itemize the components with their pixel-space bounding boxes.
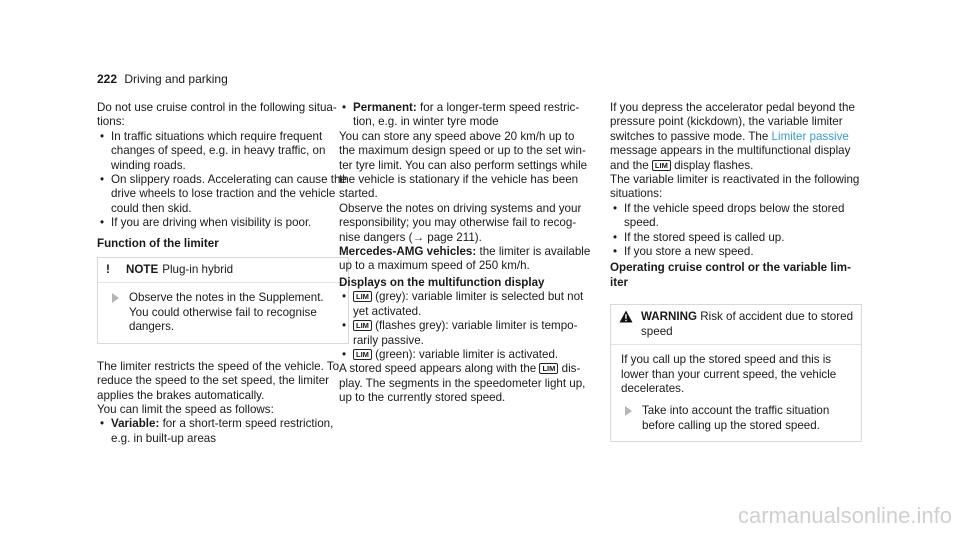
paragraph	[339, 362, 591, 405]
note-body-text: Observe the notes in the Supplement. You could otherwise fail to recognise dangers.	[129, 291, 324, 334]
list-item: • In traffic situations which require frequent changes of speed, e.g. in heavy traffic, on winding roads.	[97, 130, 349, 173]
list-item	[339, 348, 591, 362]
paragraph	[610, 101, 862, 173]
lim-icon: LIM	[353, 320, 372, 331]
text-part: If you depress the accelerator pedal beyond the pressure point (kickdown), the variable limiter switches to passive mode. The	[610, 101, 855, 143]
section-title: Driving and parking	[124, 72, 228, 86]
column-1	[97, 101, 349, 446]
item-label: Permanent:	[353, 101, 417, 114]
paragraph: The variable limiter is reactivated in the following situations:	[610, 173, 860, 201]
warning-tip-text: Take into account the traffic situation before calling up the stored speed.	[642, 404, 830, 432]
text-part: dis-play. The segments in the speedometer light up, up to the currently stored speed.	[339, 362, 586, 405]
paragraph: You can limit the speed as follows:	[97, 402, 274, 416]
lim-icon: LIM	[353, 349, 372, 360]
section-heading: Operating cruise control or the variable lim-iter	[610, 261, 851, 289]
exclamation-icon: !	[106, 263, 110, 277]
reactivate-list	[610, 202, 862, 260]
note-text: Plug-in hybrid	[162, 263, 234, 277]
list-item	[97, 417, 349, 446]
limit-list	[97, 417, 349, 446]
item-text: (flashes grey): variable limiter is tempo-rarily passive.	[353, 319, 578, 347]
item-text: for a short-term speed restriction, e.g. in built-up areas	[111, 417, 334, 445]
section-heading: Function of the limiter	[97, 236, 219, 250]
lim-icon: LIM	[539, 363, 558, 374]
list-item: • On slippery roads. Accelerating can cause the drive wheels to lose traction and the vehicle could then skid.	[97, 173, 349, 216]
warning-body-text: If you call up the stored speed and this is lower than your current speed, the vehicle decelerates.	[621, 353, 837, 395]
limit-list-cont	[339, 101, 591, 130]
lim-icon: LIM	[652, 160, 671, 171]
warning-box	[610, 304, 862, 442]
warning-header	[611, 305, 861, 345]
note-label: NOTE	[126, 263, 159, 277]
paragraph	[339, 245, 591, 274]
item-text: (green): variable limiter is activated.	[375, 347, 559, 361]
item-text: for a longer-term speed restric-tion, e.g. in winter tyre mode	[353, 101, 580, 129]
column-2	[339, 101, 591, 406]
text-part: message appears in the multifunctional display and the	[610, 144, 851, 172]
paragraph: Observe the notes on driving systems and your responsibility; you may otherwise fail to recog-nise dangers (→ page 211).	[339, 201, 582, 244]
note-box	[97, 257, 349, 344]
paragraph: The limiter restricts the speed of the vehicle. To reduce the speed to the set speed, the limiter applies the brakes automatically.	[97, 359, 340, 402]
warning-body	[611, 345, 861, 441]
text-part: display flashes.	[674, 158, 754, 172]
item-text: (grey): variable limiter is selected but not yet activated.	[353, 290, 584, 318]
text-part: A stored speed appears along with the	[339, 362, 537, 376]
page-header	[97, 72, 228, 86]
section-heading: Displays on the multifunction display	[339, 275, 545, 289]
paragraph: You can store any speed above 20 km/h up to the maximum design speed or up to the set win-ter tyre limit. You can also perform settings while the vehicle is stationary if the vehicle has been started.	[339, 129, 588, 201]
list-item	[339, 101, 591, 130]
amg-text: the limiter is available up to a maximum speed of 250 km/h.	[339, 245, 591, 273]
note-body	[98, 283, 348, 342]
note-header	[98, 258, 348, 283]
page-number: 222	[97, 72, 118, 86]
warning-text: Risk of accident due to stored speed	[641, 310, 854, 338]
list-item	[339, 319, 591, 348]
amg-label: Mercedes-AMG vehicles:	[339, 245, 477, 259]
intro-text: Do not use cruise control in the following situa-tions:	[97, 101, 337, 129]
watermark: carmanualsonline.info	[737, 503, 952, 528]
warning-tip	[621, 404, 851, 433]
situation-list	[97, 130, 349, 231]
list-item: • If the vehicle speed drops below the stored speed.	[610, 202, 862, 231]
list-item: • If you are driving when visibility is poor.	[97, 216, 349, 230]
arrow-right-icon	[112, 293, 119, 303]
display-list	[339, 290, 591, 362]
warning-label: WARNING	[641, 310, 698, 324]
column-3	[610, 101, 862, 442]
limiter-passive-message: Limiter passive	[771, 129, 849, 143]
list-item: • If you store a new speed.	[610, 245, 862, 259]
list-item: • If the stored speed is called up.	[610, 231, 862, 245]
list-item	[339, 290, 591, 319]
lim-icon: LIM	[353, 291, 372, 302]
warning-icon	[619, 310, 633, 323]
item-label: Variable:	[111, 417, 160, 431]
arrow-right-icon	[625, 406, 632, 416]
